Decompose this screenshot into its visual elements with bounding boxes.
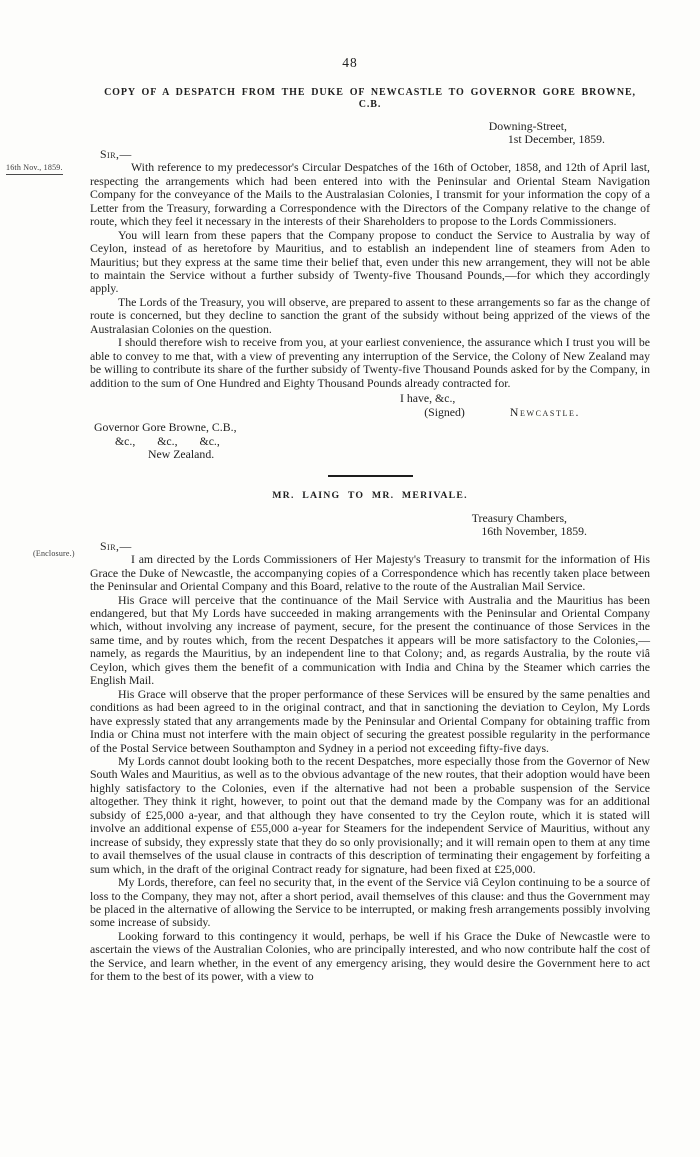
enclosure-salutation: Sir,—: [100, 538, 132, 553]
despatch-place: Downing-Street,: [488, 119, 567, 133]
despatch-heading: COPY OF A DESPATCH FROM THE DUKE OF NEWCASTLE TO GOVERNOR GORE BROWNE, C.B.: [104, 87, 636, 110]
enclosure-date: 16th November, 1859.: [481, 524, 587, 539]
address-line-2: &c., &c., &c.,: [115, 433, 220, 448]
enclosure-paragraph-2: His Grace will perceive that the continuance of the Mail Service with Australia and the Mauritius has been endangered, but that My Lords have succeeded in making arrangements with the Peninsular and Oriental Company which, without involving any increase of payment, secure, for the present the continuance of those Services in the same time, and by routes which, from the recent Despatches it appears will be more satisfactory to the Colonies,—namely, as regards the Mauritius, by an independent line to that Colony; and, as regards Australia, by the route viâ Ceylon, which gives them the benefit of a communication with India and China by the Steamer which carries the English Mail.: [90, 592, 650, 688]
despatch-paragraph-4: I should therefore wish to receive from you, at your earliest convenience, the assurance which I trust you will be able to convey to me that, with a view of preventing any interruption of the Service, the Colony of New Zealand may be willing to contribute its share of the further subsidy of Twenty-five Thousand Pounds asked for by the Company, in addition to the sum of One Hundred and Eighty Thousand Pounds already contracted for.: [90, 335, 650, 390]
enclosure-letter: [33, 489, 650, 984]
page-number: 48: [342, 55, 358, 70]
enclosure-paragraph-1: I am directed by the Lords Commissioners of Her Majesty's Treasury to transmit for the information of His Grace the Duke of Newcastle, the accompanying copies of a Correspondence which has recently taken place between the Peninsular and Oriental Company and this Board, relative to the route of the Australian Mail Service.: [90, 552, 650, 594]
despatch-paragraph-1: With reference to my predecessor's Circular Despatches of the 16th of October, 1858, and 12th of April last, respecting the arrangements which had been entered into with the Peninsular and Oriental Steam Navigation Company for the conveyance of the Mails to the Australasian Colonies, I transmit for your information the copy of a Letter from the Treasury, forwarding a Correspondence with the Directors of the Company relative to the change of route, which they feel it necessary in the interests of their Shareholders to propose to the Lords Commissioners.: [90, 160, 650, 229]
despatch-valediction: I have, &c.,: [400, 391, 456, 406]
despatch-address: [90, 421, 650, 461]
page-content: [6, 87, 650, 984]
despatch-margin-note: 16th Nov., 1859.: [6, 163, 63, 175]
enclosure-paragraph-4: My Lords cannot doubt looking both to the recent Despatches, more especially those from the Governor of New South Wales and Mauritius, as well as to the obvious advantage of the new routes, that their adoption would have been highly satisfactory to the Colonies, even if the alternative had not been a probable suspension of the Service altogether. They think it right, however, to point out that the demand made by the Company was for an additional subsidy of £25,000 a-year, and that although they have consented to try the Ceylon route, which it is stated will involve an additional expense of £55,000 a-year for Steamers for the independent Service of Mauritius, without any increase of subsidy, they expressly state that they do so only provisionally; and it will remain open to them at any time to avail themselves of the usual clause in contracts of this description of terminating their engagement by forfeiting a sum which, in the draft of the original Contract ready for signature, had been fixed at £25,000.: [90, 753, 650, 876]
section-divider-rule: [328, 475, 413, 477]
despatch-signature: Newcastle.: [509, 405, 580, 420]
despatch-paragraph-3: The Lords of the Treasury, you will observe, are prepared to assent to these arrangements so far as the change of route is concerned, but they decline to sanction the grant of the subsidy without being apprized of the views of the Australasian Colonies on the question.: [90, 294, 650, 336]
despatch-signature-row: [90, 406, 650, 419]
address-line-3: New Zealand.: [148, 447, 215, 462]
enclosure-dateline: [90, 512, 650, 539]
despatch-dateline: [90, 120, 650, 147]
enclosure-margin-note: (Enclosure.): [33, 549, 75, 559]
enclosure-paragraph-3: His Grace will observe that the proper performance of these Services will be ensured by the same penalties and conditions as had been agreed to in the original contract, and that in sanctioning the deviation to Ceylon, My Lords have expressly stated that any arrangements made by the Peninsular and Oriental Company for obtaining traffic from India or China must not interfere with the main object of securing the greatest possible regularity in the performance of the Postal Service between Southampton and Sydney in a period not exceeding fifty-five days.: [90, 686, 650, 755]
enclosure-paragraph-5: My Lords, therefore, can feel no security that, in the event of the Service viâ Ceylon continuing to be a source of loss to the Company, they may not, after a short period, avail themselves of this clause: and thus the Government may be placed in the alternative of allowing the Service to be interrupted, or making fresh arrangements possibly involving some increase of subsidy.: [90, 875, 650, 930]
enclosure-heading: MR. LAING TO MR. MERIVALE.: [272, 489, 468, 501]
despatch-date: 1st December, 1859.: [507, 132, 605, 147]
enclosure-first-paragraph-wrap: [33, 549, 650, 594]
enclosure-paragraph-6: Looking forward to this contingency it would, perhaps, be well if his Grace the Duke of Newcastle were to ascertain the views of the Australian Colonies, who are principally interested, and who now contribute half the cost of the Service, and learn whether, in the event of any emergency arising, they would desire the Government here to act for them to the best of its power, with a view to: [90, 928, 650, 984]
signed-label: (Signed): [424, 405, 465, 420]
despatch-letter: [6, 87, 650, 462]
despatch-salutation: Sir,—: [100, 146, 132, 161]
address-line-1: Governor Gore Browne, C.B.,: [94, 420, 237, 435]
despatch-paragraph-2: You will learn from these papers that the Company propose to conduct the Service to Australia by way of Ceylon, instead of as heretofore by Mauritius, and to establish an independent line of steamers from Aden to Mauritius; but they express at the same time their belief that, even under this new arrangement, they will not be able to maintain the Service without a further subsidy of Twenty-five Thousand Pounds,—for which they accordingly apply.: [90, 227, 650, 296]
enclosure-place: Treasury Chambers,: [471, 510, 567, 525]
despatch-first-paragraph-wrap: [6, 160, 650, 229]
